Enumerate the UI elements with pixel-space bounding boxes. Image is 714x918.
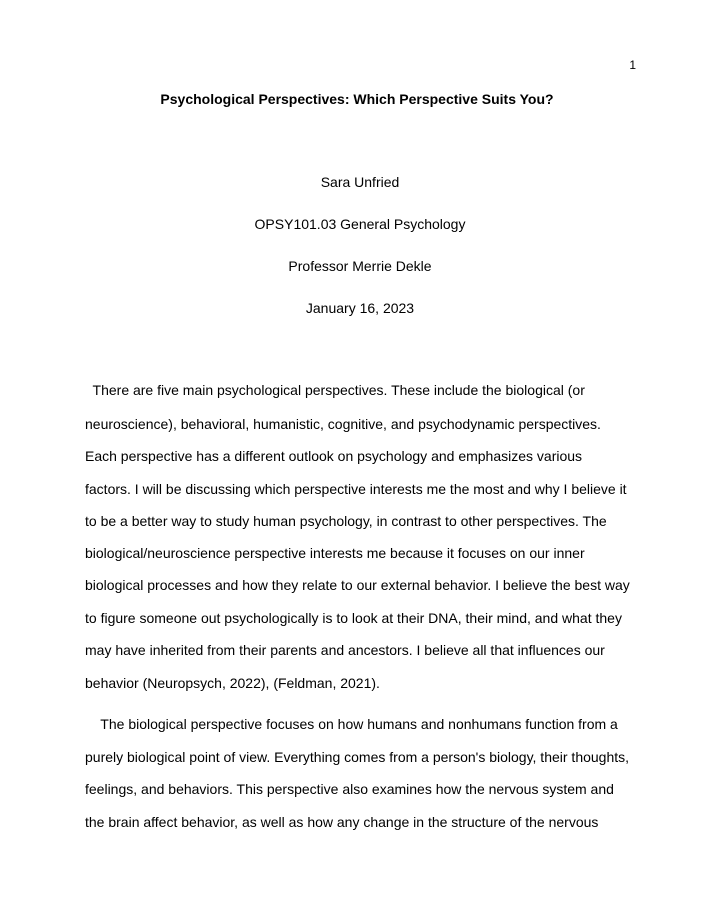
body-line: biological processes and how they relate to our external behavior. I believe the best way (85, 577, 630, 593)
document-date: January 16, 2023 (305, 300, 415, 316)
body-line: factors. I will be discussing which perspective interests me the most and why I believe it (85, 481, 627, 497)
body-line: the brain affect behavior, as well as how any change in the structure of the nervous (85, 814, 599, 830)
professor-name: Professor Merrie Dekle (288, 258, 432, 274)
body-line: There are five main psychological perspectives. These include the biological (or (85, 382, 585, 398)
body-line: Each perspective has a different outlook on psychology and emphasizes various (85, 448, 583, 464)
body-line: may have inherited from their parents and ancestors. I believe all that influences our (85, 642, 605, 658)
author-name: Sara Unfried (320, 174, 400, 190)
body-line: feelings, and behaviors. This perspective also examines how the nervous system and (85, 781, 614, 797)
body-line: biological/neuroscience perspective interests me because it focuses on our inner (85, 545, 585, 561)
body-line: to be a better way to study human psychology, in contrast to other perspectives. The (85, 513, 607, 529)
body-line: behavior (Neuropsych, 2022), (Feldman, 2021). (85, 675, 380, 691)
body-line: purely biological point of view. Everything comes from a person's biology, their thoughts, (85, 749, 630, 765)
body-line: to figure someone out psychologically is to look at their DNA, their mind, and what they (85, 610, 622, 626)
course-name: OPSY101.03 General Psychology (254, 216, 466, 232)
body-line: neuroscience), behavioral, humanistic, cognitive, and psychodynamic perspectives. (85, 416, 601, 432)
document-title: Psychological Perspectives: Which Perspective Suits You? (160, 91, 554, 107)
page-number: 1 (629, 58, 636, 72)
body-line: The biological perspective focuses on how humans and nonhumans function from a (85, 716, 618, 732)
